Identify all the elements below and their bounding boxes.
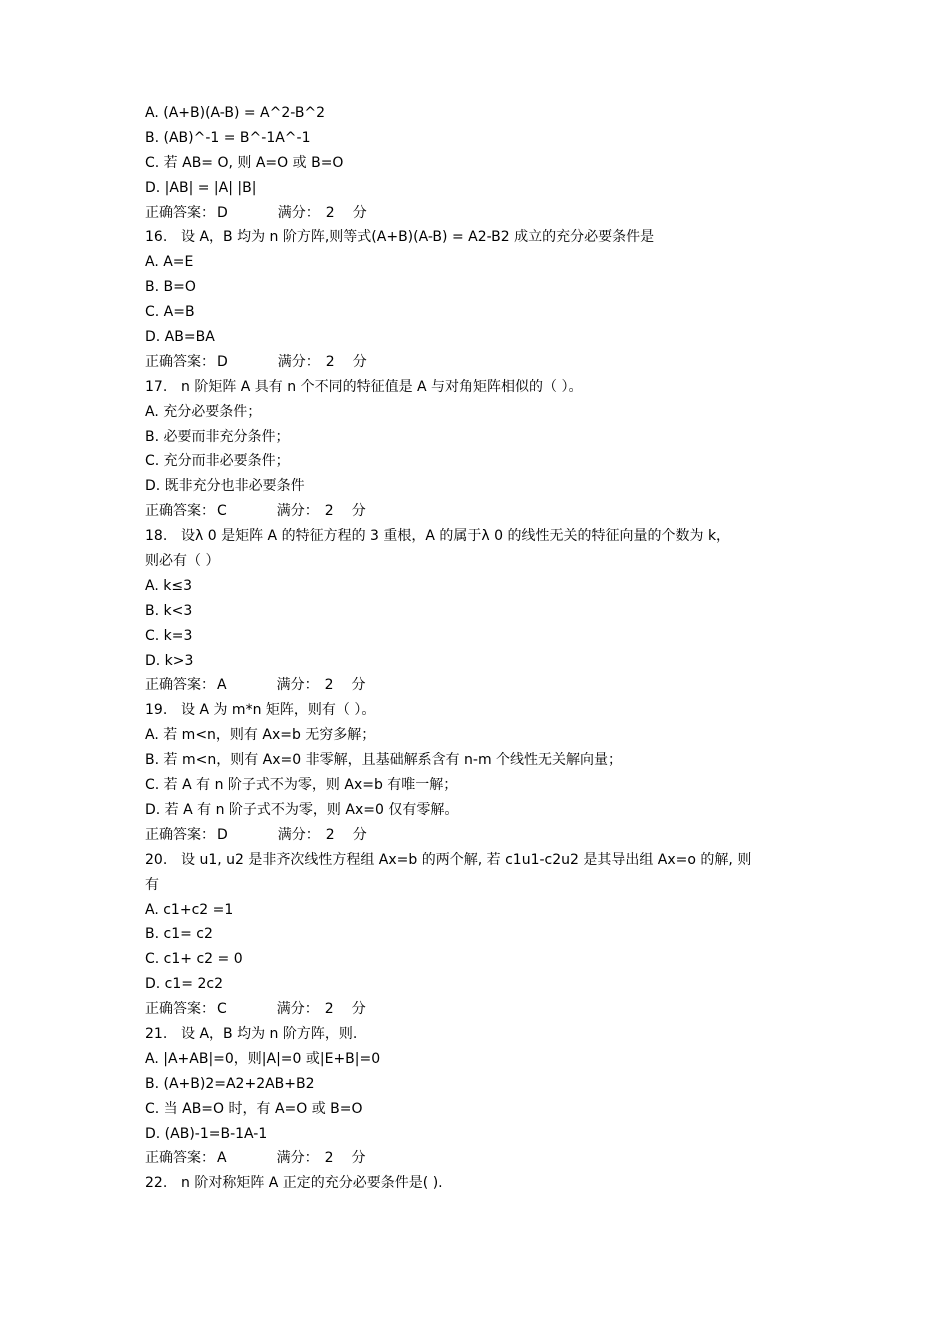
question-stem [145, 848, 815, 873]
option-d: D. AB=BA [145, 329, 215, 346]
option-c: C. 若 AB= O, 则 A=O 或 B=O [145, 154, 344, 171]
question-number: 22. [145, 1175, 168, 1192]
correct-answer-label: 正确答案： [145, 503, 215, 520]
question-number: 17. [145, 378, 168, 395]
question-number: 20. [145, 851, 168, 868]
question-text: 设λ 0 是矩阵 A 的特征方程的 3 重根，A 的属于λ 0 的线性无关的特征向量的个数为 k， [181, 528, 731, 545]
option-a: A. 若 m<n，则有 Ax=b 无穷多解； [145, 727, 376, 744]
question-16 [145, 225, 815, 374]
question-stem [145, 1022, 815, 1047]
correct-answer-value: D [217, 353, 228, 370]
option-c: C. c1+ c2 = 0 [145, 951, 243, 968]
score-label: 满分： [276, 677, 319, 694]
answer-line [145, 997, 815, 1022]
question-text: 设 A 为 m*n 矩阵，则有（ ）。 [181, 702, 376, 719]
option-d: D. |AB| = |A| |B| [145, 179, 257, 196]
question-17 [145, 375, 815, 524]
question-stem [145, 375, 815, 400]
score-unit: 分 [352, 353, 367, 370]
score-unit: 分 [351, 1001, 366, 1018]
option-b: B. (AB)^-1 = B^-1A^-1 [145, 129, 311, 146]
question-text: 设 u1, u2 是非齐次线性方程组 Ax=b 的两个解, 若 c1u1-c2u2 是其导出组 Ax=o 的解, 则 [181, 851, 752, 868]
score-label: 满分： [276, 503, 319, 520]
question-stem [145, 1171, 815, 1196]
score-unit: 分 [351, 503, 366, 520]
score-label: 满分： [276, 1150, 319, 1167]
correct-answer-label: 正确答案： [145, 826, 215, 843]
option-c: C. 充分而非必要条件； [145, 453, 290, 470]
answer-line [145, 1146, 815, 1171]
score-unit: 分 [352, 204, 367, 221]
option-a: A. 充分必要条件； [145, 403, 262, 420]
option-a: A. (A+B)(A-B) = A^2-B^2 [145, 105, 326, 121]
answer-line [145, 823, 815, 848]
option-b: B. (A+B)2=A2+2AB+B2 [145, 1075, 315, 1092]
correct-answer-label: 正确答案： [145, 677, 215, 694]
option-c: C. 当 AB=O 时，有 A=O 或 B=O [145, 1100, 363, 1117]
question-stem-continued: 则必有（ ） [145, 553, 220, 570]
question-stem [145, 698, 815, 723]
question-text: n 阶对称矩阵 A 正定的充分必要条件是( ). [181, 1175, 443, 1192]
option-a: A. k≤3 [145, 577, 192, 594]
question-20 [145, 848, 815, 1022]
correct-answer-value: C [217, 1001, 227, 1018]
option-b: B. B=O [145, 279, 196, 296]
correct-answer-label: 正确答案： [145, 1150, 215, 1167]
answer-line [145, 673, 815, 698]
correct-answer-value: C [217, 503, 227, 520]
question-19 [145, 698, 815, 847]
question-stem-continued: 有 [145, 876, 159, 893]
correct-answer-value: A [217, 677, 227, 694]
option-b: B. c1= c2 [145, 926, 213, 943]
option-a: A. c1+c2 =1 [145, 901, 234, 918]
option-d: D. 若 A 有 n 阶子式不为零，则 Ax=0 仅有零解。 [145, 801, 459, 818]
question-15-continued [145, 101, 815, 225]
option-b: B. 若 m<n，则有 Ax=0 非零解，且基础解系含有 n-m 个线性无关解向量； [145, 752, 623, 769]
score-value: 2 [325, 353, 335, 370]
correct-answer-value: D [217, 204, 228, 221]
question-number: 18. [145, 528, 168, 545]
option-b: B. 必要而非充分条件； [145, 428, 290, 445]
score-label: 满分： [277, 353, 320, 370]
option-c: C. 若 A 有 n 阶子式不为零，则 Ax=b 有唯一解； [145, 777, 458, 794]
score-value: 2 [325, 826, 335, 843]
option-d: D. (AB)-1=B-1A-1 [145, 1125, 268, 1142]
score-label: 满分： [277, 826, 320, 843]
score-value: 2 [324, 503, 334, 520]
option-a: A. A=E [145, 254, 194, 271]
correct-answer-label: 正确答案： [145, 204, 215, 221]
score-unit: 分 [351, 677, 366, 694]
question-stem [145, 225, 815, 250]
question-text: n 阶矩阵 A 具有 n 个不同的特征值是 A 与对角矩阵相似的（ ）。 [181, 378, 583, 395]
answer-line [145, 350, 815, 375]
correct-answer-label: 正确答案： [145, 353, 215, 370]
question-number: 16. [145, 229, 168, 246]
correct-answer-value: A [217, 1150, 227, 1167]
score-label: 满分： [276, 1001, 319, 1018]
score-value: 2 [324, 1001, 334, 1018]
question-22 [145, 1171, 815, 1196]
option-c: C. k=3 [145, 627, 193, 644]
question-stem [145, 524, 815, 549]
question-number: 21. [145, 1025, 168, 1042]
option-b: B. k<3 [145, 602, 193, 619]
question-text: 设 A，B 均为 n 阶方阵,则等式(A+B)(A-B) = A2-B2 成立的充分必要条件是 [181, 229, 655, 246]
document-page [145, 101, 815, 1196]
score-unit: 分 [351, 1150, 366, 1167]
question-number: 19. [145, 702, 168, 719]
answer-line [145, 201, 815, 226]
option-d: D. k>3 [145, 652, 194, 669]
correct-answer-label: 正确答案： [145, 1001, 215, 1018]
score-unit: 分 [352, 826, 367, 843]
option-d: D. 既非充分也非必要条件 [145, 478, 305, 495]
score-value: 2 [324, 1150, 334, 1167]
score-value: 2 [325, 204, 335, 221]
score-value: 2 [324, 677, 334, 694]
option-d: D. c1= 2c2 [145, 976, 223, 993]
score-label: 满分： [277, 204, 320, 221]
question-21 [145, 1022, 815, 1171]
answer-line [145, 499, 815, 524]
question-text: 设 A，B 均为 n 阶方阵，则. [181, 1025, 358, 1042]
question-18 [145, 524, 815, 698]
correct-answer-value: D [217, 826, 228, 843]
option-c: C. A=B [145, 304, 195, 321]
option-a: A. |A+AB|=0，则|A|=0 或|E+B|=0 [145, 1050, 381, 1067]
